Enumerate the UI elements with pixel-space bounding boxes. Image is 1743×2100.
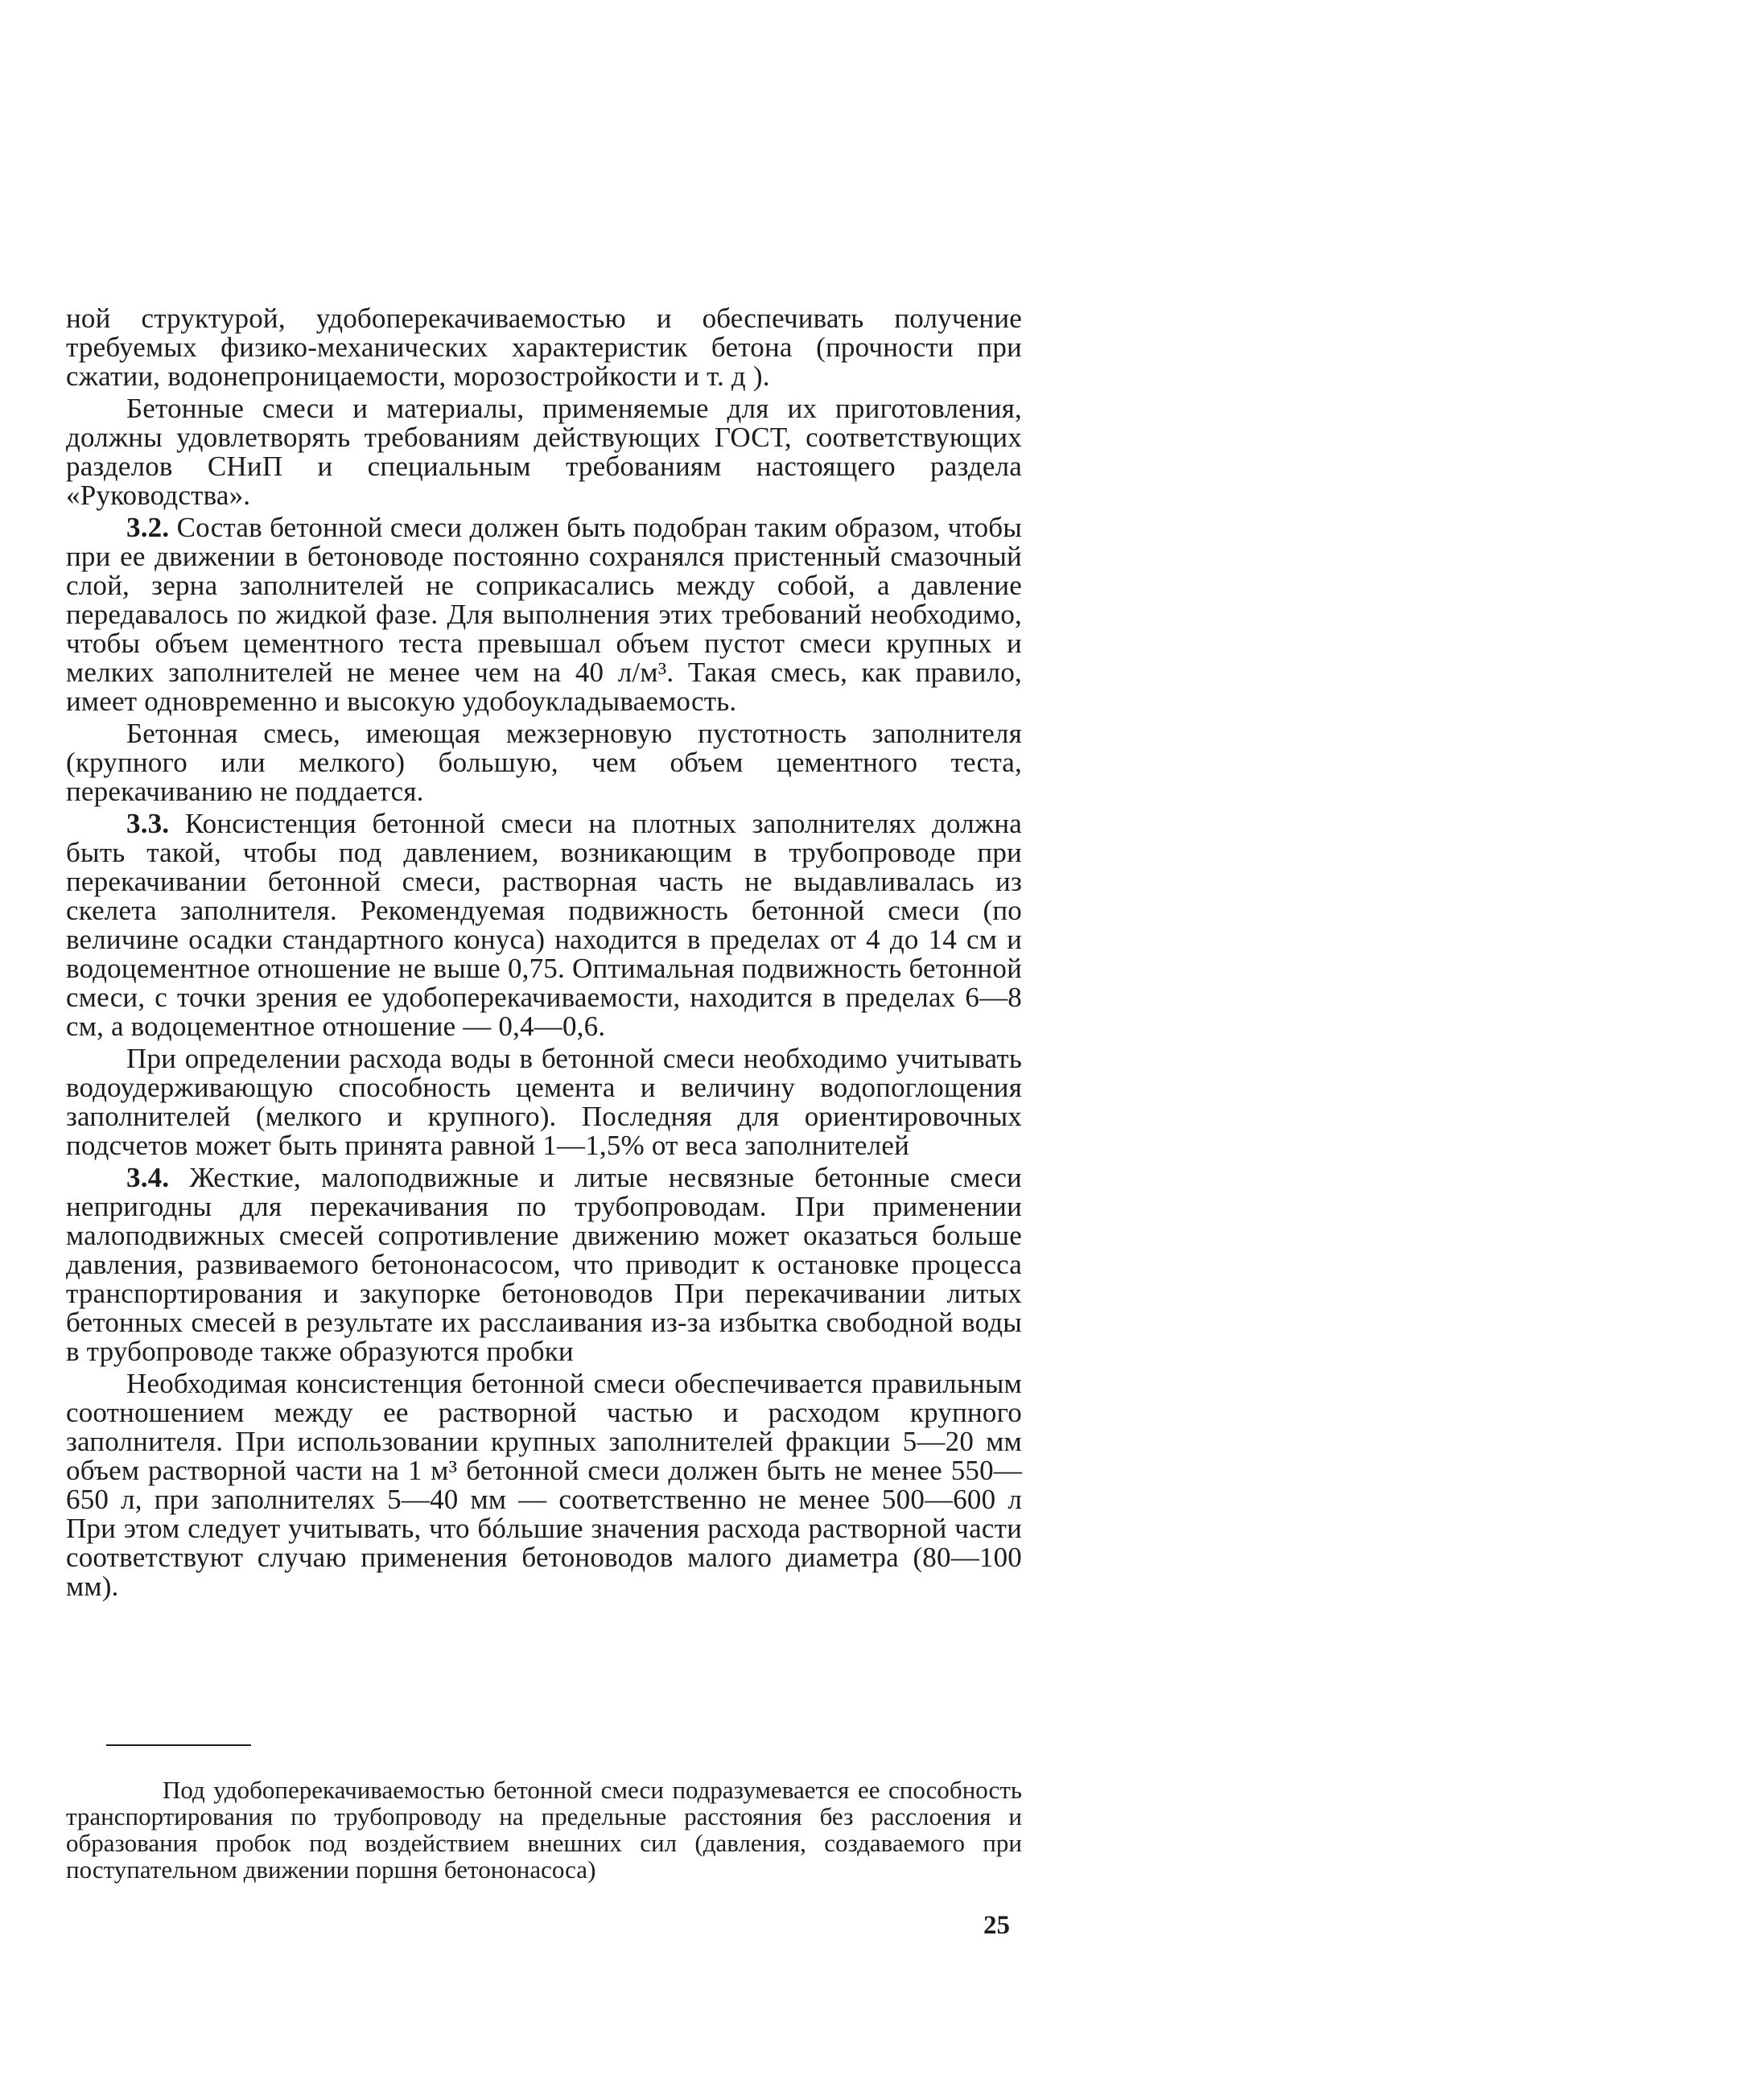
- paragraph-text: Состав бетонной смеси должен быть подобран таким образом, чтобы при ее движении в бетоноводе постоянно сохранялся пристенный смазочный слой, зерна заполнителей не соприкасались между собой, а давление передавалось по жидкой фазе. Для выполнения этих требований необходимо, чтобы объем цементного теста превышал объем пустот смеси крупных и мелких заполнителей не менее чем на 40 л/м³. Такая смесь, как правило, имеет одновременно и высокую удобоукладываемость.: [66, 512, 1022, 717]
- paragraph-text: Бетонная смесь, имеющая межзерновую пустотность заполнителя (крупного или мелкого) большую, чем объем цементного теста, перекачиванию не поддается.: [66, 718, 1022, 807]
- section-3-3: [66, 809, 1022, 1041]
- section-number: 3.3.: [126, 808, 170, 839]
- paragraph-text: Необходимая консистенция бетонной смеси обеспечивается правильным соотношением между ее растворной частью и расходом крупного заполнителя. При использовании крупных заполнителей фракции 5—20 мм объем растворной части на 1 м³ бетонной смеси должен быть не менее 550—650 л, при заполнителях 5—40 мм — соответственно не менее 500—600 л При этом следует учитывать, что бóльшие значения расхода растворной части соответствуют случаю применения бетоноводов малого диаметра (80—100 мм).: [66, 1368, 1022, 1602]
- section-3-4: [66, 1163, 1022, 1366]
- footnote-text: Под удобоперекачиваемостью бетонной смеси подразумевается ее способность транспортирования по трубопроводу на предельные расстояния без расслоения и образования пробок под воздействием внешних сил (давления, создаваемого при поступательном движении поршня бетононасоса): [66, 1776, 1022, 1884]
- body-text: [66, 304, 1022, 1604]
- paragraph: [66, 394, 1022, 510]
- paragraph-text: Бетонные смеси и материалы, применяемые для их приготовления, должны удовлетворять требованиям действующих ГОСТ, соответствующих разделов СНиП и специальным требованиям настоящего раздела «Руководства».: [66, 393, 1022, 511]
- paragraph: [66, 1044, 1022, 1160]
- section-number: 3.2.: [126, 512, 170, 543]
- paragraph-text: При определении расхода воды в бетонной смеси необходимо учитывать водоудерживающую способность цемента и величину водопоглощения заполнителей (мелкого и крупного). Последняя для ориентировочных подсчетов может быть принята равной 1—1,5% от веса заполнителей: [66, 1043, 1022, 1161]
- paragraph-text: Консистенция бетонной смеси на плотных заполнителях должна быть такой, чтобы под давлением, возникающим в трубопроводе при перекачивании бетонной смеси, растворная часть не выдавливалась из скелета заполнителя. Рекомендуемая подвижность бетонной смеси (по величине осадки стандартного конуса) находится в пределах от 4 до 14 см и водоцементное отношение не выше 0,75. Оптимальная подвижность бетонной смеси, с точки зрения ее удобоперекачиваемости, находится в пределах 6—8 см, а водоцементное отношение — 0,4—0,6.: [66, 808, 1022, 1042]
- footnote: [66, 1777, 1022, 1883]
- section-number: 3.4.: [126, 1162, 170, 1193]
- paragraph: [66, 719, 1022, 806]
- section-3-2: [66, 513, 1022, 716]
- page-number: 25: [983, 1911, 1010, 1940]
- footnote-divider: [106, 1744, 251, 1746]
- paragraph: [66, 1369, 1022, 1601]
- paragraph-text: Жесткие, малоподвижные и литые несвязные бетонные смеси непригодны для перекачивания по трубопроводам. При применении малоподвижных смесей сопротивление движению может оказаться больше давления, развиваемого бетононасосом, что приводит к остановке процесса транспортирования и закупорке бетоноводов При перекачивании литых бетонных смесей в результате их расслаивания из-за избытка свободной воды в трубопроводе также образуются пробки: [66, 1162, 1022, 1367]
- paragraph-text: ной структурой, удобоперекачиваемостью и обеспечивать получение требуемых физико-механических характеристик бетона (прочности при сжатии, водонепроницаемости, морозостройкости и т. д ).: [66, 303, 1022, 392]
- paragraph-continuation: [66, 304, 1022, 391]
